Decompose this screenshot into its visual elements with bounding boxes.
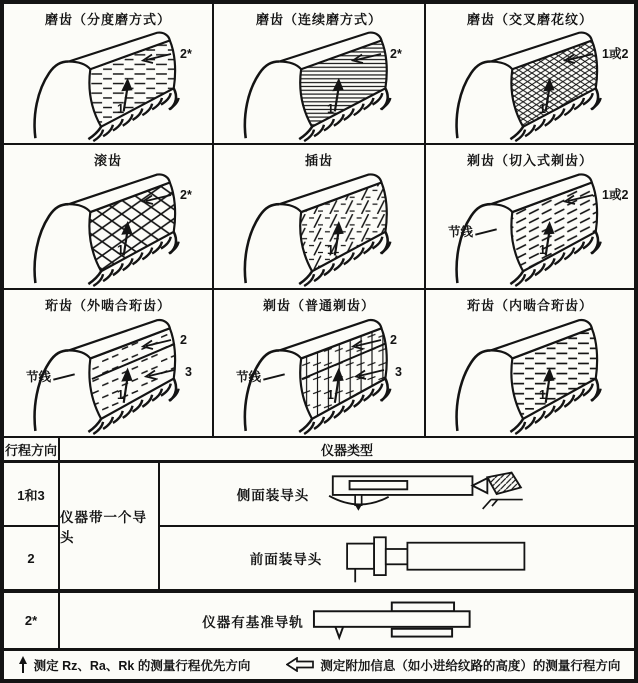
direction-label-1: 1 [539, 388, 546, 402]
panel-hobbing [4, 145, 214, 290]
direction-1and3: 1和3 [4, 463, 58, 527]
legend-priority-direction [18, 656, 251, 674]
gear-texture-grid [4, 4, 634, 438]
guideway-cell [60, 593, 634, 648]
feed-direction-arrow [347, 337, 383, 351]
front-skid-probe-drawing [332, 531, 544, 585]
panel-shaving-normal [214, 290, 426, 438]
direction-label-1: 1 [539, 243, 546, 257]
feed-direction-arrow [137, 337, 173, 351]
pitch-line-label: 节线 [26, 371, 75, 384]
panel-title: 磨齿（分度磨方式） [44, 12, 171, 27]
feed-direction-arrow [559, 51, 595, 65]
pitch-line-label: 节线 [236, 371, 285, 384]
direction-label-side: 2 [180, 333, 187, 347]
pitch-line-label: 节线 [448, 226, 497, 239]
row-side-mounted-skid [160, 463, 634, 527]
panel-shaving-plunge [426, 145, 634, 290]
instrument-table [4, 438, 634, 678]
direction-label-1: 1 [327, 388, 334, 402]
panel-title: 珩齿（外啮合珩齿） [44, 298, 171, 313]
direction-2: 2 [27, 550, 35, 566]
direction-label-side: 2* [390, 47, 402, 61]
feed-direction-arrow [559, 192, 595, 206]
panel-honing-external [4, 290, 214, 438]
direction-label-side: 1或2 [602, 47, 629, 61]
panel-title: 剃齿（切入式剃齿） [466, 153, 593, 168]
table-row-skid-instruments [4, 463, 634, 593]
feed-direction-arrow [137, 51, 173, 65]
direction-column [4, 463, 60, 589]
direction-label-1: 1 [117, 243, 124, 257]
feed-direction-arrow [347, 51, 383, 65]
feed-direction-arrow [137, 192, 173, 206]
direction-label-side: 2 [390, 333, 397, 347]
direction-2star: 2* [4, 593, 60, 648]
direction-label-1: 1 [117, 388, 124, 402]
direction-label-side2: 3 [185, 365, 192, 379]
direction-label-side2: 3 [395, 365, 402, 379]
instrument-group-guideway: 仪器有基准导轨 [202, 614, 304, 630]
panel-title: 磨齿（交叉磨花纹） [466, 12, 593, 27]
panel-grind-continuous [214, 4, 426, 145]
panel-shaping [214, 145, 426, 290]
legend-priority-text: 测定 Rz、Ra、Rk 的测量行程优先方向 [33, 658, 251, 673]
direction-label-1: 1 [327, 243, 334, 257]
row-front-mounted-skid [160, 527, 634, 589]
direction-label-1: 1 [117, 102, 124, 116]
mount-label-front: 前面装导头 [249, 552, 323, 567]
panel-title: 剃齿（普通剃齿） [262, 298, 375, 313]
feed-direction-arrow [140, 367, 176, 381]
panel-title: 磨齿（连续磨方式） [255, 12, 382, 27]
instrument-group-skid: 仪器带一个导头 [60, 463, 160, 589]
direction-label-side: 1或2 [602, 188, 629, 202]
mount-label-side: 侧面装导头 [236, 488, 310, 503]
direction-label-side: 2* [180, 188, 192, 202]
datum-guideway-drawing [312, 599, 492, 643]
direction-label-side: 2* [180, 47, 192, 61]
direction-label-1: 1 [327, 102, 334, 116]
up-arrow-icon [18, 656, 28, 673]
panel-grind-indexing [4, 4, 214, 145]
legend-additional-text: 测定附加信息（如小进给纹路的高度）的测量行程方向 [320, 658, 621, 673]
direction-label-1: 1 [539, 102, 546, 116]
side-skid-probe-drawing [319, 467, 557, 521]
panel-title: 珩齿（内啮合珩齿） [466, 298, 593, 313]
feed-direction-arrow [350, 367, 386, 381]
panel-grind-cross [426, 4, 634, 145]
table-row-datum-guideway [4, 593, 634, 651]
panel-honing-internal [426, 290, 634, 438]
header-stroke-direction: 行程方向 [4, 438, 60, 460]
header-instrument-type: 仪器类型 [320, 442, 373, 458]
panel-title: 滚齿 [93, 153, 122, 168]
table-header-row [4, 438, 634, 463]
hollow-left-arrow-icon [286, 657, 314, 672]
legend-additional-direction [286, 656, 620, 674]
legend-row [4, 651, 634, 678]
mount-column [160, 463, 634, 589]
panel-title: 插齿 [304, 153, 333, 168]
